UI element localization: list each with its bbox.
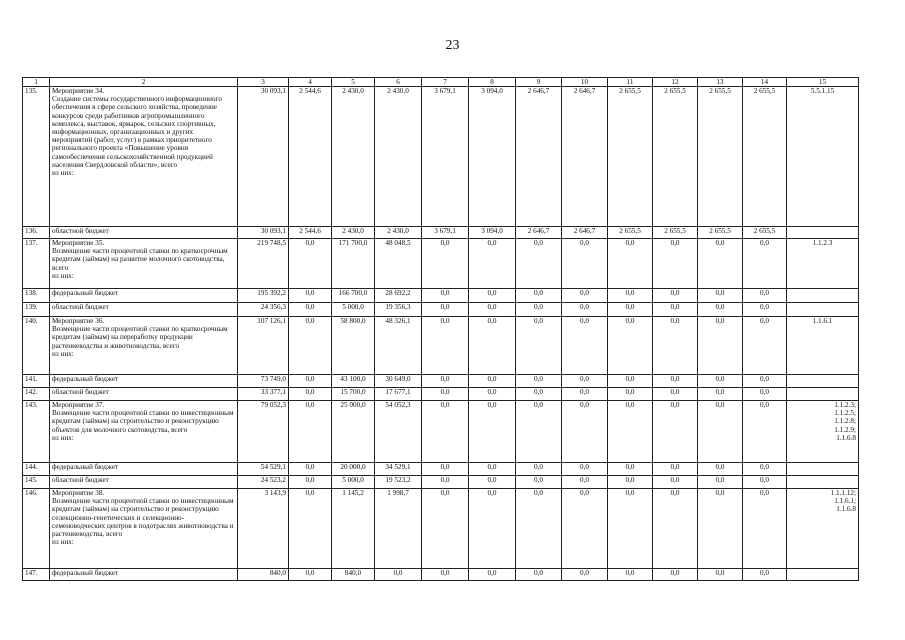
value-cell: 0,0 [653, 239, 698, 289]
reference-cell [787, 463, 859, 476]
value-cell: 0,0 [469, 388, 516, 401]
value-cell: 0,0 [608, 476, 653, 489]
value-cell: 0,0 [516, 476, 562, 489]
row-description: федеральный бюджет [50, 375, 238, 388]
row-number: 146. [23, 489, 50, 569]
value-cell: 0,0 [608, 239, 653, 289]
reference-code: 1.1.2.5; [834, 409, 856, 418]
value-cell: 0,0 [698, 388, 743, 401]
value-cell: 0,0 [562, 388, 608, 401]
row-description: Мероприятие 34. Создание системы государственного информационного обеспечения в сфере сельского хозяйства, проведение конкурсов среди работников агропромышленного комплекса, выставок, ярмарок, сельских спортивных, информационных, организационных и других мероприятий (работ, услуг) в рамках приоритетного регионального проекта «Повышение уровня самообеспечения сельскохозяйственной продукцией населения Свердловской области», всего из них: [50, 87, 238, 227]
value-cell: 0,0 [743, 317, 787, 375]
value-cell: 0,0 [562, 463, 608, 476]
value-cell: 166 700,0 [332, 289, 375, 303]
value-cell: 0,0 [653, 388, 698, 401]
reference-cell [787, 476, 859, 489]
header-cell: 11 [608, 78, 653, 87]
row-description: областной бюджет [50, 476, 238, 489]
value-cell: 0,0 [422, 289, 469, 303]
value-cell: 0,0 [469, 289, 516, 303]
table-row [23, 87, 859, 227]
row-number: 143. [23, 401, 50, 463]
value-cell: 0,0 [698, 489, 743, 569]
value-cell: 0,0 [289, 388, 332, 401]
value-cell: 0,0 [562, 317, 608, 375]
value-cell: 0,0 [516, 388, 562, 401]
value-cell: 0,0 [743, 489, 787, 569]
reference-code: 1.1.1.12; [830, 489, 856, 497]
reference-code: 1.1.2.3 [812, 239, 833, 247]
value-cell: 840,0 [332, 569, 375, 581]
value-cell: 33 377,1 [238, 388, 289, 401]
value-cell: 54 529,1 [238, 463, 289, 476]
value-cell: 17 677,1 [375, 388, 422, 401]
value-cell: 0,0 [698, 317, 743, 375]
table-row [23, 317, 859, 375]
row-description: Мероприятие 36. Возмещение части процентной ставки по краткосрочным кредитам (займам) на переработку продукции растениеводства и животноводства, всего из них: [50, 317, 238, 375]
table-row [23, 401, 859, 463]
reference-code: 1.1.6.1 [812, 317, 833, 325]
table-row [23, 303, 859, 317]
table-row [23, 227, 859, 239]
value-cell: 0,0 [516, 317, 562, 375]
value-cell: 2 655,5 [608, 227, 653, 239]
value-cell: 0,0 [698, 463, 743, 476]
reference-cell [787, 317, 859, 375]
value-cell: 0,0 [743, 476, 787, 489]
reference-cell [787, 289, 859, 303]
value-cell: 2 646,7 [516, 227, 562, 239]
row-description: Мероприятие 35. Возмещение части процентной ставки по краткосрочным кредитам (займам) на развитие молочного скотоводства, всего из них: [50, 239, 238, 289]
value-cell: 0,0 [422, 239, 469, 289]
value-cell: 0,0 [289, 476, 332, 489]
value-cell: 1 998,7 [375, 489, 422, 569]
row-description: Мероприятие 37. Возмещение части процентной ставки по инвестиционным кредитам (займам) на строительство и реконструкцию объектов для молочного скотоводства, всего из них: [50, 401, 238, 463]
value-cell: 840,0 [238, 569, 289, 581]
value-cell: 0,0 [516, 401, 562, 463]
value-cell: 0,0 [422, 476, 469, 489]
row-description: федеральный бюджет [50, 569, 238, 581]
value-cell: 0,0 [422, 489, 469, 569]
value-cell: 0,0 [289, 289, 332, 303]
table-row [23, 569, 859, 581]
value-cell: 0,0 [608, 569, 653, 581]
header-row [23, 78, 859, 87]
value-cell: 0,0 [516, 289, 562, 303]
header-cell: 15 [787, 78, 859, 87]
value-cell: 2 544,6 [289, 87, 332, 227]
value-cell: 2 655,5 [743, 227, 787, 239]
value-cell: 0,0 [653, 476, 698, 489]
value-cell: 0,0 [698, 289, 743, 303]
value-cell: 24 523,2 [238, 476, 289, 489]
value-cell: 0,0 [743, 401, 787, 463]
value-cell: 0,0 [698, 375, 743, 388]
value-cell: 3 679,1 [422, 87, 469, 227]
value-cell: 0,0 [743, 303, 787, 317]
value-cell: 0,0 [743, 388, 787, 401]
value-cell: 0,0 [562, 289, 608, 303]
table-row [23, 375, 859, 388]
value-cell: 0,0 [422, 401, 469, 463]
value-cell: 0,0 [422, 375, 469, 388]
value-cell: 0,0 [469, 401, 516, 463]
value-cell: 0,0 [653, 317, 698, 375]
table-body [23, 78, 859, 581]
header-cell: 2 [50, 78, 238, 87]
value-cell: 0,0 [608, 388, 653, 401]
value-cell: 219 748,5 [238, 239, 289, 289]
value-cell: 0,0 [698, 476, 743, 489]
row-description: федеральный бюджет [50, 463, 238, 476]
value-cell: 0,0 [469, 303, 516, 317]
value-cell: 34 529,1 [375, 463, 422, 476]
value-cell: 2 646,7 [562, 87, 608, 227]
value-cell: 0,0 [653, 375, 698, 388]
value-cell: 20 000,0 [332, 463, 375, 476]
row-description: областной бюджет [50, 303, 238, 317]
value-cell: 0,0 [562, 489, 608, 569]
reference-cell [787, 489, 859, 569]
value-cell: 0,0 [653, 489, 698, 569]
value-cell: 195 392,2 [238, 289, 289, 303]
row-number: 138. [23, 289, 50, 303]
value-cell: 58 800,0 [332, 317, 375, 375]
value-cell: 0,0 [698, 239, 743, 289]
reference-code: 1.1.2.8; [834, 417, 856, 426]
value-cell: 2 544,6 [289, 227, 332, 239]
value-cell: 0,0 [562, 401, 608, 463]
value-cell: 0,0 [516, 569, 562, 581]
reference-cell [787, 227, 859, 239]
row-number: 137. [23, 239, 50, 289]
value-cell: 0,0 [608, 289, 653, 303]
header-cell: 12 [653, 78, 698, 87]
row-number: 142. [23, 388, 50, 401]
value-cell: 0,0 [289, 489, 332, 569]
header-cell: 10 [562, 78, 608, 87]
value-cell: 0,0 [289, 239, 332, 289]
value-cell: 0,0 [743, 239, 787, 289]
value-cell: 0,0 [608, 317, 653, 375]
reference-cell [787, 303, 859, 317]
value-cell: 3 679,1 [422, 227, 469, 239]
value-cell: 48 326,1 [375, 317, 422, 375]
value-cell: 0,0 [608, 375, 653, 388]
value-cell: 3 143,9 [238, 489, 289, 569]
value-cell: 0,0 [469, 489, 516, 569]
value-cell: 0,0 [422, 388, 469, 401]
value-cell: 0,0 [698, 401, 743, 463]
value-cell: 5 000,0 [332, 476, 375, 489]
table-row [23, 476, 859, 489]
table-row [23, 489, 859, 569]
reference-cell [787, 375, 859, 388]
reference-code: 5.5.1.15 [810, 87, 835, 95]
value-cell: 2 430,0 [375, 227, 422, 239]
row-number: 144. [23, 463, 50, 476]
value-cell: 0,0 [608, 401, 653, 463]
header-cell: 5 [332, 78, 375, 87]
value-cell: 0,0 [469, 463, 516, 476]
value-cell: 79 052,3 [238, 401, 289, 463]
value-cell: 0,0 [422, 569, 469, 581]
value-cell: 54 052,3 [375, 401, 422, 463]
reference-cell [787, 569, 859, 581]
value-cell: 0,0 [562, 303, 608, 317]
row-number: 135. [23, 87, 50, 227]
reference-code: 1.1.6.8 [836, 433, 856, 442]
value-cell: 0,0 [422, 317, 469, 375]
value-cell: 2 430,0 [332, 87, 375, 227]
value-cell: 2 646,7 [516, 87, 562, 227]
value-cell: 2 430,0 [332, 227, 375, 239]
value-cell: 0,0 [469, 317, 516, 375]
value-cell: 0,0 [516, 463, 562, 476]
reference-code: 1.1.2.9; [834, 425, 856, 434]
value-cell: 0,0 [743, 289, 787, 303]
reference-cell [787, 388, 859, 401]
table-row [23, 239, 859, 289]
row-description: федеральный бюджет [50, 289, 238, 303]
value-cell: 2 655,5 [608, 87, 653, 227]
value-cell: 30 093,1 [238, 227, 289, 239]
value-cell: 0,0 [562, 476, 608, 489]
reference-code: 1.1.6.1; [834, 497, 856, 506]
value-cell: 2 655,5 [698, 227, 743, 239]
row-number: 136. [23, 227, 50, 239]
row-number: 139. [23, 303, 50, 317]
value-cell: 0,0 [516, 303, 562, 317]
value-cell: 0,0 [653, 401, 698, 463]
value-cell: 0,0 [289, 401, 332, 463]
header-cell: 13 [698, 78, 743, 87]
value-cell: 15 700,0 [332, 388, 375, 401]
value-cell: 171 700,0 [332, 239, 375, 289]
value-cell: 25 000,0 [332, 401, 375, 463]
value-cell: 0,0 [653, 289, 698, 303]
value-cell: 0,0 [608, 489, 653, 569]
value-cell: 0,0 [422, 463, 469, 476]
row-number: 145. [23, 476, 50, 489]
value-cell: 0,0 [516, 375, 562, 388]
value-cell: 0,0 [608, 303, 653, 317]
value-cell: 0,0 [653, 463, 698, 476]
row-number: 141. [23, 375, 50, 388]
value-cell: 0,0 [469, 569, 516, 581]
value-cell: 43 100,0 [332, 375, 375, 388]
value-cell: 0,0 [469, 239, 516, 289]
value-cell: 0,0 [743, 463, 787, 476]
value-cell: 0,0 [375, 569, 422, 581]
value-cell: 73 749,0 [238, 375, 289, 388]
header-cell: 8 [469, 78, 516, 87]
table-row [23, 463, 859, 476]
value-cell: 0,0 [608, 463, 653, 476]
value-cell: 0,0 [516, 239, 562, 289]
reference-code: 1.1.2.3; [834, 401, 856, 409]
value-cell: 0,0 [289, 317, 332, 375]
value-cell: 1 145,2 [332, 489, 375, 569]
value-cell: 0,0 [289, 569, 332, 581]
value-cell: 0,0 [562, 239, 608, 289]
value-cell: 0,0 [743, 569, 787, 581]
value-cell: 2 655,5 [698, 87, 743, 227]
value-cell: 0,0 [289, 463, 332, 476]
value-cell: 0,0 [698, 569, 743, 581]
row-number: 147. [23, 569, 50, 581]
value-cell: 107 126,1 [238, 317, 289, 375]
value-cell: 30 093,1 [238, 87, 289, 227]
value-cell: 0,0 [289, 303, 332, 317]
value-cell: 30 649,0 [375, 375, 422, 388]
value-cell: 0,0 [422, 303, 469, 317]
value-cell: 0,0 [562, 569, 608, 581]
header-cell: 9 [516, 78, 562, 87]
value-cell: 0,0 [289, 375, 332, 388]
value-cell: 0,0 [653, 569, 698, 581]
value-cell: 0,0 [743, 375, 787, 388]
value-cell: 0,0 [516, 489, 562, 569]
reference-cell [787, 87, 859, 227]
value-cell: 24 356,3 [238, 303, 289, 317]
table-row [23, 289, 859, 303]
header-cell: 1 [23, 78, 50, 87]
reference-code: 1.1.6.8 [836, 505, 856, 514]
value-cell: 0,0 [469, 375, 516, 388]
value-cell: 3 094,0 [469, 227, 516, 239]
value-cell: 2 655,5 [653, 87, 698, 227]
header-cell: 14 [743, 78, 787, 87]
header-cell: 7 [422, 78, 469, 87]
row-description: областной бюджет [50, 388, 238, 401]
value-cell: 0,0 [698, 303, 743, 317]
value-cell: 19 356,3 [375, 303, 422, 317]
value-cell: 48 048,5 [375, 239, 422, 289]
value-cell: 2 646,7 [562, 227, 608, 239]
value-cell: 0,0 [653, 303, 698, 317]
header-cell: 6 [375, 78, 422, 87]
value-cell: 19 523,2 [375, 476, 422, 489]
value-cell: 0,0 [469, 476, 516, 489]
row-description: Мероприятие 38. Возмещение части процентной ставки по инвестиционным кредитам (займам) на строительство и реконструкцию селекционно-генетических и селекционно-семеноводческих центров в подотраслях животноводства и растениеводства, всего из них: [50, 489, 238, 569]
header-cell: 3 [238, 78, 289, 87]
value-cell: 0,0 [562, 375, 608, 388]
row-number: 140. [23, 317, 50, 375]
table-row [23, 388, 859, 401]
value-cell: 3 094,0 [469, 87, 516, 227]
row-description: областной бюджет [50, 227, 238, 239]
value-cell: 2 430,0 [375, 87, 422, 227]
page-number: 23 [445, 38, 460, 53]
value-cell: 28 692,2 [375, 289, 422, 303]
reference-cell [787, 239, 859, 289]
value-cell: 5 000,0 [332, 303, 375, 317]
header-cell: 4 [289, 78, 332, 87]
value-cell: 2 655,5 [653, 227, 698, 239]
value-cell: 2 655,5 [743, 87, 787, 227]
budget-table [22, 77, 859, 581]
reference-cell [787, 401, 859, 463]
